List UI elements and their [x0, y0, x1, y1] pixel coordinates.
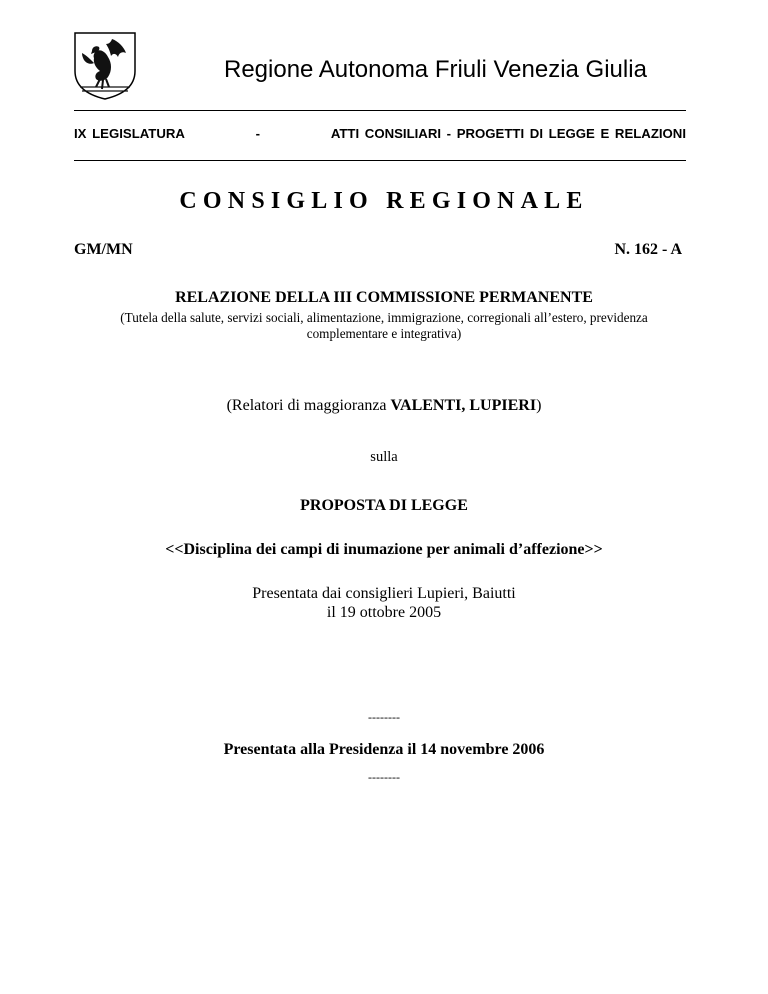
sulla-label: sulla: [370, 449, 398, 465]
relazione-title: RELAZIONE DELLA III COMMISSIONE PERMANENTE: [175, 289, 593, 306]
dash-separator: --------: [368, 710, 400, 724]
presented-date-line: il 19 ottobre 2005: [326, 604, 442, 621]
document-code: GM/MN: [74, 241, 133, 258]
document-number: N. 162 - A: [614, 241, 682, 258]
legislatura-header: [74, 126, 686, 141]
region-title: Regione Autonoma Friuli Venezia Giulia: [224, 56, 647, 83]
presented-by-line: Presentata dai consiglieri Lupieri, Baiutti: [252, 585, 516, 602]
dash-separator: --------: [368, 770, 400, 784]
relatori-suffix: ): [536, 397, 542, 414]
law-title: <<Disciplina dei campi di inumazione per animali d’affezione>>: [165, 541, 603, 558]
regional-emblem-icon: [72, 31, 138, 101]
consiglio-regionale-heading: CONSIGLIO REGIONALE: [179, 188, 589, 214]
relatori-prefix: (Relatori di maggioranza: [226, 397, 391, 414]
presidenza-line: Presentata alla Presidenza il 14 novembre 2006: [223, 741, 545, 758]
proposta-heading: PROPOSTA DI LEGGE: [300, 497, 468, 514]
legislatura-label: IX LEGISLATURA: [74, 126, 185, 141]
relatori-line: [0, 397, 768, 415]
atti-consiliari-label: ATTI CONSILIARI - PROGETTI DI LEGGE E RELAZIONI: [330, 126, 686, 141]
header-separator: -: [255, 126, 261, 141]
header-divider-bottom: [74, 160, 686, 161]
header-divider-top: [74, 110, 686, 111]
commission-subtitle: (Tutela della salute, servizi sociali, alimentazione, immigrazione, corregionali all’estero, previdenza complementare e integrativa): [120, 310, 648, 341]
relatori-names: VALENTI, LUPIERI: [390, 397, 537, 414]
